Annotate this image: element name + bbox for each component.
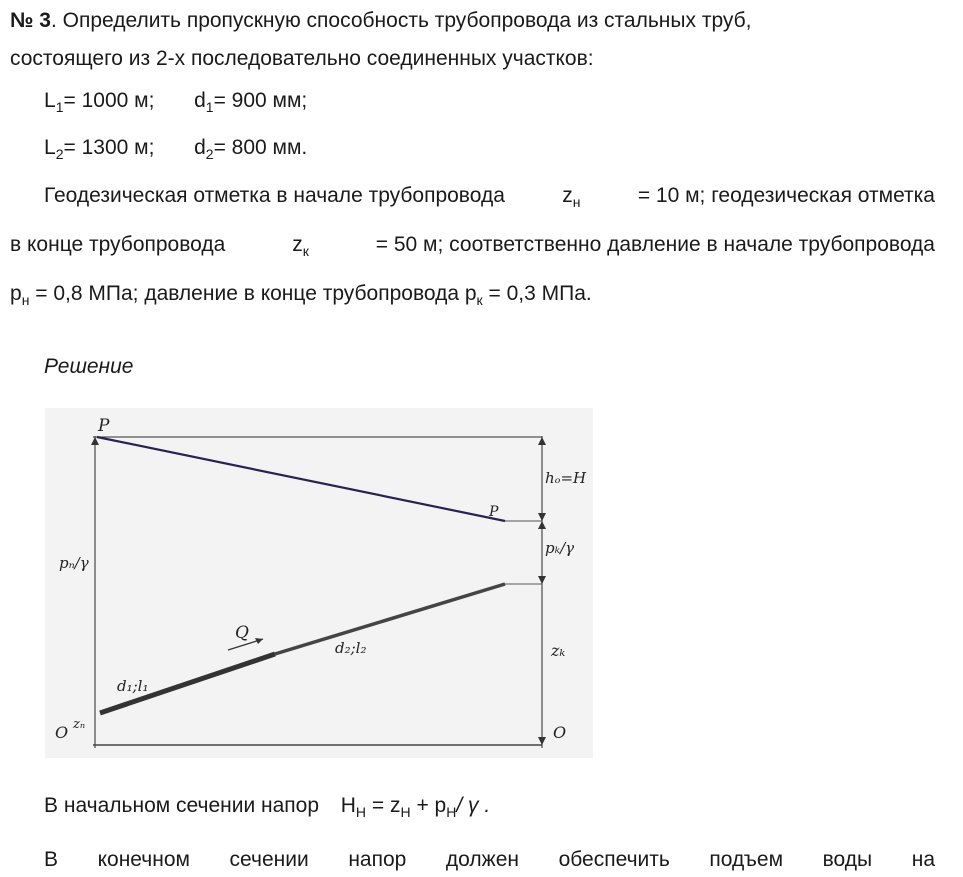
problem-number: № 3 bbox=[10, 9, 51, 32]
arrow-top bbox=[538, 437, 546, 445]
arrow-hd bbox=[538, 513, 546, 521]
label-pk: pₖ/γ bbox=[545, 539, 575, 557]
pipeline-diagram-svg bbox=[45, 408, 593, 758]
label-o-right: O bbox=[553, 723, 567, 742]
label-p-top: P bbox=[98, 416, 110, 436]
label-segment-2: d₂;l₂ bbox=[335, 639, 367, 657]
problem-line-1 bbox=[10, 8, 935, 34]
segment-1-params: $L_1= 1000$ м; $d_1= 900$ мм; bbox=[44, 89, 308, 115]
label-o-left: O bbox=[55, 723, 69, 742]
label-segment-1: d₁;l₁ bbox=[117, 677, 149, 695]
geodesic-line-1: Геодезическая отметка в начале трубопровода $z_н$ = 10 м; геодезическая отметка bbox=[44, 184, 935, 210]
label-q: Q bbox=[235, 623, 249, 643]
initial-head-line: В начальном сечении напор $H_Н = z_Н + p_Н/$ γ . bbox=[44, 794, 491, 820]
label-p-mid: P bbox=[489, 504, 499, 520]
label-zn: zₙ bbox=[73, 717, 86, 732]
segment-2-params: $L_2= 1300$ м; $d_2= 800$ мм. bbox=[44, 136, 308, 162]
pressure-line: $p_н = 0,8$ МПа; давление в конце трубопровода $p_к = 0,3$ МПа. bbox=[10, 282, 592, 308]
piezometric-line bbox=[97, 437, 505, 521]
geodesic-line-2: в конце трубопровода $z_к$ = 50 м; соответственно давление в начале трубопровода bbox=[10, 233, 935, 259]
arrow-pk-top bbox=[538, 521, 546, 529]
pipeline-diagram bbox=[45, 408, 593, 758]
problem-line-2: состоящего из 2-х последовательно соединенных участков: bbox=[10, 47, 594, 70]
arrow-pk-bottom bbox=[538, 576, 546, 584]
label-zk: zₖ bbox=[551, 641, 566, 660]
pipe-segment-2 bbox=[275, 584, 505, 654]
label-hd: hₒ=H bbox=[545, 469, 587, 487]
problem-line-1-text: . Определить пропускную способность трубопровода из стальных труб, bbox=[50, 9, 752, 32]
arrow-bottom bbox=[538, 737, 546, 745]
solution-heading: Решение bbox=[44, 355, 134, 378]
final-line: В конечном сечении напор должен обеспечить подъем воды на bbox=[44, 848, 935, 871]
label-pn: pₙ/γ bbox=[59, 554, 89, 572]
